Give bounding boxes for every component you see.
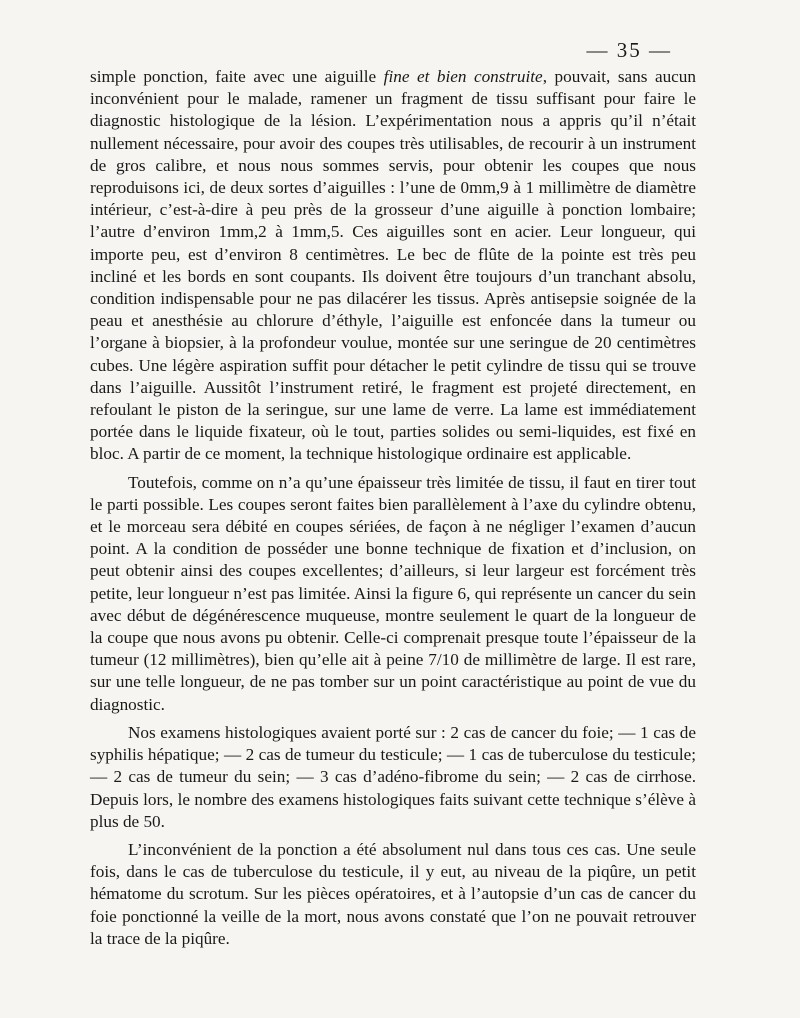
paragraph-1-start: simple ponction, faite avec une aiguille (90, 67, 384, 86)
paragraph-3: Nos examens histologiques avaient porté sur : 2 cas de cancer du foie; — 1 cas de syphilis hépatique; — 2 cas de tumeur du testicule; — 1 cas de tuberculose du testicule; — 2 cas de tumeur du sein; — 3 cas d’adéno-fibrome du sein; — 2 cas de cirrhose. Depuis lors, le nombre des examens histologiques faits suivant cette technique s’élève à plus de 50. (90, 722, 696, 831)
paragraph-1-emphasis: fine et bien construite (383, 67, 543, 86)
paragraph-4: L’inconvénient de la ponction a été absolument nul dans tous ces cas. Une seule fois, dans le cas de tuberculose du testicule, il y eut, au niveau de la piqûre, un petit hématome du scrotum. Sur les pièces opératoires, et à l’autopsie d’un cas de cancer du foie ponctionné la veille de la mort, nous avons constaté que l’on ne pouvait retrouver la trace de la piqûre. (90, 839, 696, 948)
page-number: — 35 — (586, 38, 672, 62)
paragraph-2: Toutefois, comme on n’a qu’une épaisseur très limitée de tissu, il faut en tirer tout le parti possible. Les coupes seront faites bien parallèlement à l’axe du cylindre obtenu, et le morceau sera débité en coupes sériées, de façon à ne négliger l’examen d’aucun point. A la condition de posséder une bonne technique de fixation et d’inclusion, on peut obtenir ainsi des coupes excellentes; d’ailleurs, si leur largeur est forcément très petite, leur longueur n’est pas limitée. Ainsi la figure 6, qui représente un cancer du sein avec début de dégénérescence muqueuse, montre seulement le quart de la longueur de la coupe que nous avons pu obtenir. Celle-ci comprenait presque toute l’épaisseur de la tumeur (12 millimètres), bien qu’elle ait à peine 7/10 de millimètre de large. Il est rare, sur une telle longueur, de ne pas tomber sur un point caractéristique au point de vue du diagnostic. (90, 472, 696, 714)
body-text (90, 66, 696, 950)
paragraph-1 (90, 66, 696, 466)
paragraph-1-rest: , pouvait, sans aucun inconvénient pour le malade, ramener un fragment de tissu suffisant pour faire le diagnostic histologique de la lésion. L’expérimentation nous a appris qu’il n’était nullement nécessaire, pour avoir des coupes très utilisables, de recourir à un instrument de gros calibre, et nous nous sommes servis, pour obtenir les coupes que nous reproduisons ici, de deux sortes d’aiguilles : l’une de 0mm,9 à 1 millimètre de diamètre intérieur, c’est-à-dire à peu près de la grosseur d’une aiguille à ponction lombaire; l’autre d’environ 1mm,2 à 1mm,5. Ces aiguilles sont en acier. Leur longueur, qui importe peu, est d’environ 8 centimètres. Le bec de flûte de la pointe est très peu incliné et les bords en sont coupants. Ils doivent être toujours d’un tranchant absolu, condition indispensable pour ne pas dilacérer les tissus. Après antisepsie soignée de la peau et anesthésie au chlorure d’éthyle, l’aiguille est enfoncée dans la tumeur ou l’organe à biopsier, à la profondeur voulue, montée sur une seringue de 20 centimètres cubes. Une légère aspiration suffit pour détacher le petit cylindre de tissu qui se trouve dans l’aiguille. Aussitôt l’instrument retiré, le fragment est projeté directement, en refoulant le piston de la seringue, sur une lame de verre. La lame est immédiatement portée dans le liquide fixateur, où le tout, parties solides ou semi-liquides, est fixé en bloc. A partir de ce moment, la technique histologique ordinaire est applicable. (90, 67, 696, 464)
